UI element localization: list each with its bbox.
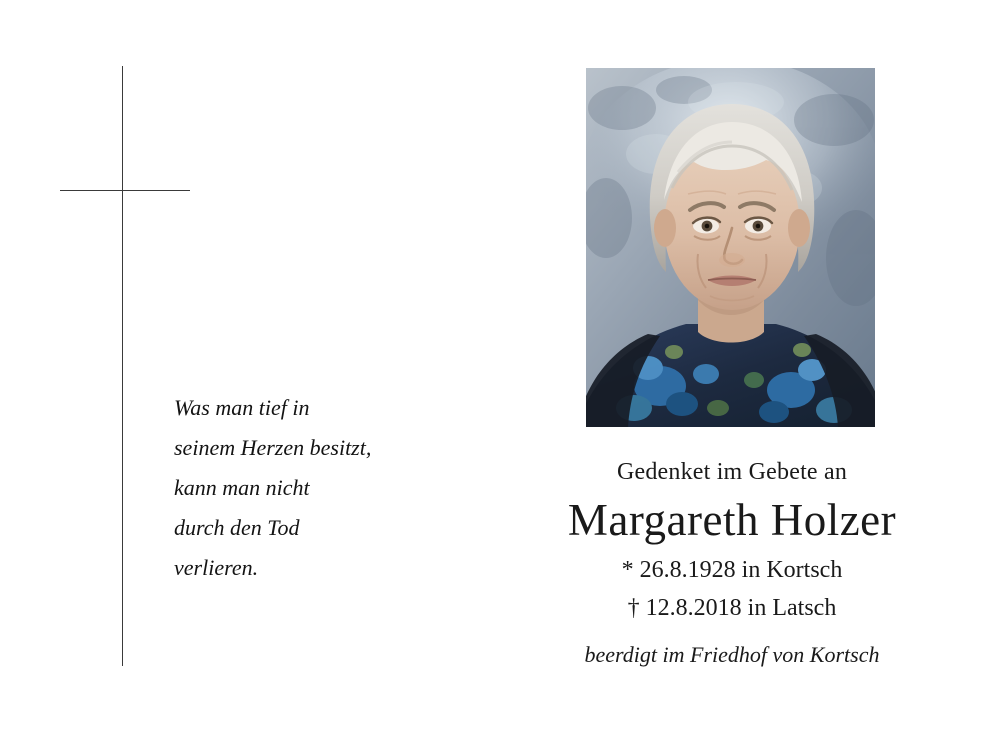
memorial-verse	[174, 388, 464, 588]
cross-icon	[60, 66, 190, 666]
verse-line: kann man nicht	[174, 475, 310, 500]
verse-line: durch den Tod	[174, 515, 300, 540]
burial-info: beerdigt im Friedhof von Kortsch	[584, 642, 880, 667]
verse-line: verlieren.	[174, 555, 259, 580]
portrait-photo	[586, 68, 875, 427]
verse-line: Was man tief in	[174, 395, 310, 420]
memorial-lead: Gedenket im Gebete an	[616, 459, 848, 485]
verse-line: seinem Herzen besitzt,	[174, 435, 372, 460]
cross-vertical-bar	[122, 66, 123, 666]
birth-date: * 26.8.1928 in Kortsch	[621, 557, 843, 583]
deceased-name: Margareth Holzer	[567, 495, 897, 545]
death-date: † 12.8.2018 in Latsch	[627, 595, 837, 621]
memorial-inscription	[487, 455, 977, 673]
cross-horizontal-bar	[60, 190, 190, 191]
